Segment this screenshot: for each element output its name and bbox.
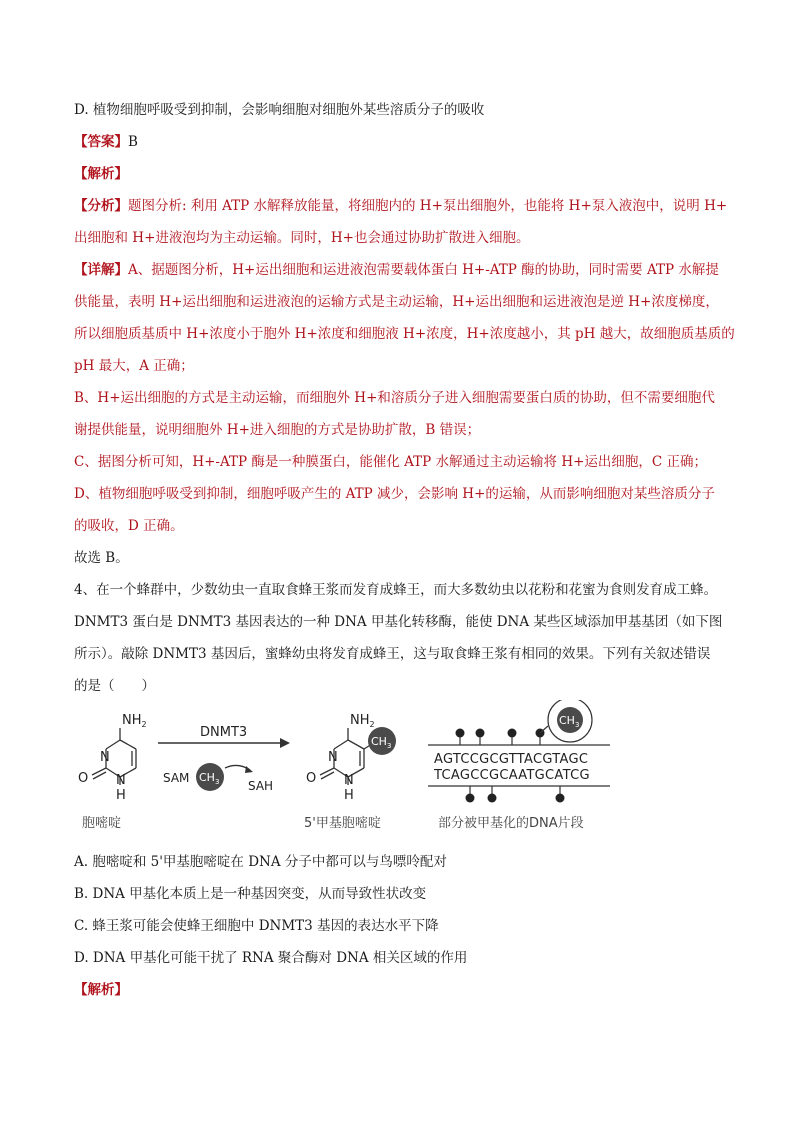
h-label-2: H [344, 788, 354, 803]
xiangjie-text-1: A、据题图分析，H+运出细胞和运进液泡需要载体蛋白 H+-ATP 酶的协助，同时需要 ATP 水解提 [128, 262, 719, 278]
cytosine-caption: 胞嘧啶 [82, 816, 122, 831]
methyl-mark [508, 729, 517, 738]
answer-value: B [128, 134, 138, 150]
ch3-label-methyl: $CH_3$ [371, 735, 392, 750]
cytosine-structure [92, 728, 136, 785]
option-a: A. 胞嘧啶和 5'甲基胞嘧啶在 DNA 分子中都可以与鸟嘌呤配对 [74, 854, 447, 870]
option-c: C. 蜂王浆可能会使蜂王细胞中 DNMT3 基因的表达水平下降 [74, 918, 439, 934]
xiangjie-line-8: D、植物细胞呼吸受到抑制，细胞呼吸产生的 ATP 减少，会影响 H+的运输，从而影响细胞对某些溶质分子 [74, 486, 715, 502]
analysis-tag-2: 【解析】 [74, 982, 128, 998]
methyl-mark [456, 729, 465, 738]
analysis-heading [74, 164, 128, 184]
nh2-label-1: $NH_2$ [122, 713, 147, 729]
fenxi-line-1 [74, 196, 727, 216]
methyl-mark [488, 794, 497, 803]
answer-tag: 【答案】 [74, 134, 128, 150]
ch3-label-callout: $CH_3$ [559, 714, 580, 729]
option-d: D. DNA 甲基化可能干扰了 RNA 聚合酶对 DNA 相关区域的作用 [74, 950, 468, 966]
xiangjie-line-1 [74, 260, 719, 280]
fenxi-tag: 【分析】 [74, 198, 128, 214]
dna-top-strand: AGTCCGCGTTACGTAGC [434, 752, 589, 767]
question-4-line-2: DNMT3 蛋白是 DNMT3 基因表达的一种 DNA 甲基化转移酶，能使 DNA 某些区域添加甲基基团（如下图 [74, 614, 723, 630]
n-label-1b: N [116, 773, 126, 788]
option-b: B. DNA 甲基化本质上是一种基因突变，从而导致性状改变 [74, 886, 427, 902]
analysis-heading-2 [74, 980, 128, 1000]
dna-fragment [428, 700, 610, 831]
o-label-1: O [78, 771, 89, 786]
dna-caption: 部分被甲基化的DNA片段 [438, 816, 584, 831]
enzyme-label: DNMT3 [200, 725, 248, 740]
methylcytosine-caption: 5'甲基胞嘧啶 [304, 816, 381, 831]
reaction-arrow [158, 725, 290, 793]
analysis-tag: 【解析】 [74, 166, 128, 182]
xiangjie-line-6: 谢提供能量，说明细胞外 H+进入细胞的方式是协助扩散，B 错误； [74, 422, 481, 438]
n-label-1a: N [100, 750, 110, 765]
xiangjie-line-5: B、H+运出细胞的方式是主动运输，而细胞外 H+和溶质分子进入细胞需要蛋白质的协助，但不需要细胞代 [74, 390, 715, 406]
choose-line: 故选 B。 [74, 550, 129, 566]
fenxi-line-2: 出细胞和 H+进液泡均为主动运输。同时，H+也会通过协助扩散进入细胞。 [74, 230, 530, 246]
xiangjie-line-9: 的吸收，D 正确。 [74, 518, 184, 534]
option-d-previous: D. 植物细胞呼吸受到抑制，会影响细胞对细胞外某些溶质分子的吸收 [74, 102, 485, 118]
question-4-line-3: 所示）。敲除 DNMT3 基因后，蜜蜂幼虫将发育成蜂王，这与取食蜂王浆有相同的效果。下列有关叙述错误 [74, 646, 711, 662]
xiangjie-line-2: 供能量，表明 H+运出细胞和运进液泡的运输方式是主动运输，H+运出细胞和运进液泡是逆 H+浓度梯度， [74, 294, 719, 310]
question-4-line-4: 的是（ ） [74, 678, 155, 694]
methyl-mark [466, 794, 475, 803]
methyl-mark [476, 729, 485, 738]
fenxi-text-1: 题图分析: 利用 ATP 水解释放能量，将细胞内的 H+泵出细胞外，也能将 H+泵入液泡中，说明 H+ [128, 198, 728, 214]
methyl-mark [556, 794, 565, 803]
o-label-2: O [306, 771, 317, 786]
sam-label: SAM [163, 771, 190, 785]
sah-label: SAH [248, 779, 274, 793]
xiangjie-line-3: 所以细胞质基质中 H+浓度小于胞外 H+浓度和细胞液 H+浓度，H+浓度越小，其 pH 越大，故细胞质基质的 [74, 326, 735, 342]
xiangjie-line-4: pH 最大，A 正确； [74, 358, 194, 374]
xiangjie-tag: 【详解】 [74, 262, 128, 278]
xiangjie-line-7: C、据图分析可知，H+-ATP 酶是一种膜蛋白，能催化 ATP 水解通过主动运输将 H+运出细胞，C 正确； [74, 454, 708, 470]
question-4-line-1: 4、在一个蜂群中，少数幼虫一直取食蜂王浆而发育成蜂王，而大多数幼虫以花粉和花蜜为食则发育成工蜂。 [74, 582, 718, 598]
answer-line [74, 132, 138, 152]
dna-bottom-strand: TCAGCCGCAATGCATCG [434, 768, 590, 783]
n-label-2b: N [344, 773, 354, 788]
n-label-2a: N [328, 750, 338, 765]
ch3-label-sam: $CH_3$ [199, 771, 220, 786]
nh2-label-2: $NH_2$ [350, 713, 375, 729]
h-label-1: H [116, 788, 126, 803]
methylation-figure [60, 700, 620, 835]
